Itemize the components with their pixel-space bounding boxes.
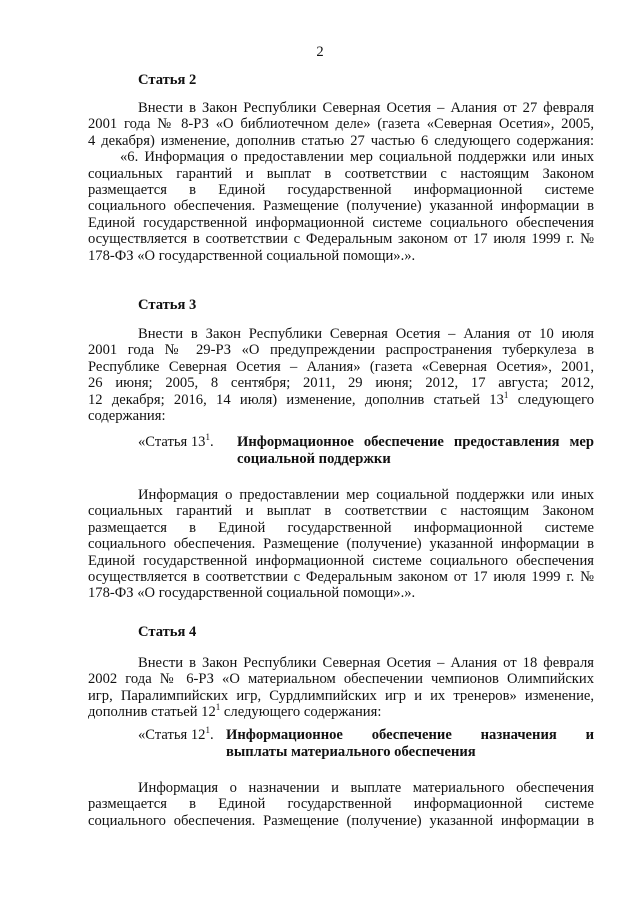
text-run: . [209, 434, 214, 450]
text-line: Внести в Закон Республики Северная Осетия – Алания от 10 июля [138, 326, 594, 342]
new-article-12-title-line1: Информационное обеспечение назначения и [226, 727, 594, 743]
article-2-heading: Статья 2 [138, 72, 197, 88]
page-number: 2 [316, 44, 324, 60]
text-line: игр, Паралимпийских игр, Сурдлимпийских игр и их тренеров» изменение, [88, 687, 594, 704]
superscript: 1 [205, 725, 210, 736]
new-article-13-title-line2: социальной поддержки [237, 451, 391, 467]
text-line: 2002 года № 6-РЗ «О материальном обеспечении чемпионов Олимпийских [88, 671, 594, 688]
text-run: дополнив статьей 12 [88, 704, 216, 721]
text-run: «Статья 12 [138, 727, 206, 743]
superscript: 1 [215, 702, 221, 713]
text-line: содержания: [88, 407, 166, 424]
article-4-text [88, 655, 594, 721]
text-line: социальных гарантий и выплат в соответствии с настоящим Законом [88, 503, 594, 520]
text-line: размещается в Единой государственной информационной системе [88, 181, 594, 198]
text-run: 12 декабря; 2016, 14 июля) изменение, дополнив статьей 13 [88, 391, 504, 408]
article-4-heading: Статья 4 [138, 624, 197, 640]
text-line: «6. Информация о предоставлении мер социальной поддержки или иных [120, 149, 594, 166]
text-line: социального обеспечения. Размещение (получение) указанной информации в [88, 812, 594, 829]
new-article-13-title-line1: Информационное обеспечение предоставления мер [237, 434, 594, 450]
text-line: Единой государственной информационной системе социального обеспечения [88, 552, 594, 569]
text-line: 2001 года № 29-РЗ «О предупреждении распространения туберкулеза в [88, 342, 594, 359]
text-line: Республике Северная Осетия – Алания» (газета «Северная Осетия», 2001, [88, 358, 594, 375]
text-line: размещается в Единой государственной информационной системе [88, 519, 594, 536]
text-run: . [209, 727, 214, 743]
text-line: 2001 года № 8-РЗ «О библиотечном деле» (газета «Северная Осетия», 2005, [88, 116, 594, 133]
text-line: размещается в Единой государственной информационной системе [88, 796, 594, 813]
text-line: Единой государственной информационной системе социального обеспечения [88, 214, 594, 231]
text-line: 178-ФЗ «О государственной социальной помощи».». [88, 585, 416, 602]
text-line [88, 389, 595, 408]
new-article-13-prefix [138, 434, 214, 450]
text-line: осуществляется в соответствии с Федеральным законом от 17 июля 1999 г. № [88, 231, 594, 248]
text-line: социального обеспечения. Размещение (получение) указанной информации в [88, 536, 594, 553]
article-2-text [88, 100, 594, 264]
article-3-text [88, 326, 594, 424]
article-3-heading: Статья 3 [138, 297, 197, 313]
superscript: 1 [503, 389, 509, 400]
text-line: социального обеспечения. Размещение (получение) указанной информации в [88, 198, 594, 215]
new-article-12-title-line2: выплаты материального обеспечения [226, 744, 476, 760]
text-run: «Статья 13 [138, 434, 206, 450]
text-run: следующего [508, 391, 595, 408]
text-line [88, 704, 594, 720]
text-line: Информация о предоставлении мер социальной поддержки или иных [138, 487, 594, 503]
superscript: 1 [205, 432, 210, 443]
new-article-12-prefix [138, 727, 214, 743]
text-line: 4 декабря) изменение, дополнив статью 27 частью 6 следующего содержания: [88, 132, 594, 149]
text-line: 26 июня; 2005, 8 сентября; 2011, 29 июня; 2012, 17 августа; 2012, [88, 375, 594, 392]
article-12-body [88, 780, 594, 829]
text-line: Внести в Закон Республики Северная Осетия – Алания от 27 февраля [138, 100, 594, 116]
text-run: следующего содержания: [220, 704, 382, 721]
article-13-body [88, 487, 594, 602]
text-line: социальных гарантий и выплат в соответствии с настоящим Законом [88, 165, 594, 182]
text-line: Информация о назначении и выплате материального обеспечения [138, 780, 594, 796]
text-line: 178-ФЗ «О государственной социальной помощи».». [88, 247, 416, 264]
text-line: Внести в Закон Республики Северная Осетия – Алания от 18 февраля [138, 655, 594, 671]
text-line: осуществляется в соответствии с Федеральным законом от 17 июля 1999 г. № [88, 568, 594, 585]
